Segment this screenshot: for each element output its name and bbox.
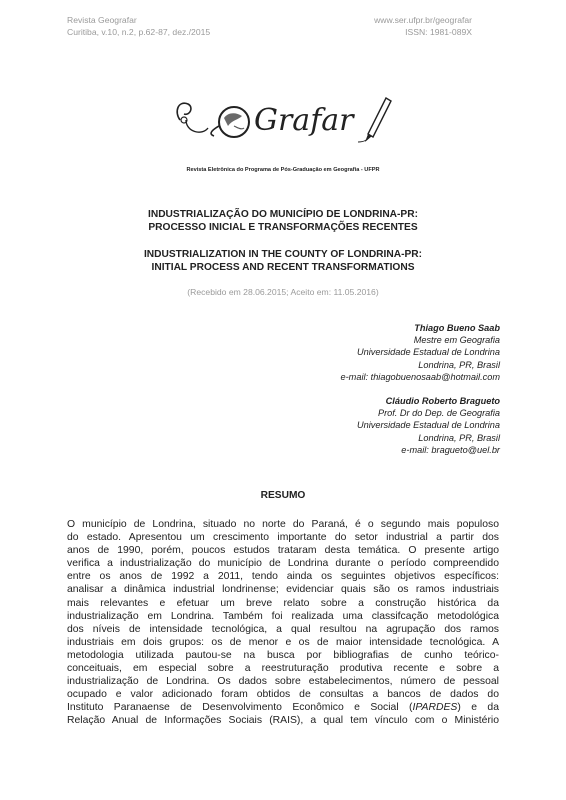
abstract-line: industrialização de Londrina. Os dados sobre estabelecimentos, número de pessoal xyxy=(67,676,499,688)
abstract-line: entre os anos de 1992 a 2011, tendo ainda os seguintes objetivos específicos: xyxy=(67,571,499,583)
abstract-heading: RESUMO xyxy=(260,490,306,501)
logo-caption: Revista Eletrônica do Programa de Pós-Graduação em Geografia - UFPR xyxy=(186,167,380,173)
received-accepted-dates: (Recebido em 28.06.2015; Aceito em: 11.05.2016) xyxy=(187,287,379,297)
author-email[interactable]: e-mail: bragueto@uel.br xyxy=(401,444,500,455)
author-block xyxy=(341,322,500,383)
abstract-line: mais relevantes e efetuar um breve relato sobre a construção histórica da xyxy=(67,597,499,609)
running-header-left xyxy=(67,15,210,38)
title-en-line-2: INITIAL PROCESS AND RECENT TRANSFORMATIONS xyxy=(151,262,415,273)
article-title-english xyxy=(40,248,526,274)
author-title: Mestre em Geografia xyxy=(413,335,500,346)
author-name: Thiago Bueno Saab xyxy=(414,323,500,333)
author-location: Londrina, PR, Brasil xyxy=(418,359,500,370)
abstract-line: dos níveis de intensidade tecnológica, a qual resultou na agrupação dos ramos xyxy=(67,623,499,635)
article-title-portuguese xyxy=(40,208,526,234)
journal-url[interactable]: www.ser.ufpr.br/geografar xyxy=(374,15,472,25)
abstract-line: do estado. Apresentou um crescimento importante do setor industrial a partir dos xyxy=(67,532,499,544)
running-header-right xyxy=(368,15,472,38)
acronym-ipardes: IPARDES xyxy=(412,702,458,714)
abstract-line: verifica a industrialização do município de Londrina durante o período compreendido xyxy=(67,558,499,570)
title-pt-line-1: INDUSTRIALIZAÇÃO DO MUNICÍPIO DE LONDRINA-PR: xyxy=(148,209,418,220)
abstract-line: anos de 1990, porém, poucos estudos trataram desta temática. O presente artigo xyxy=(67,545,499,557)
author-email[interactable]: e-mail: thiagobuenosaab@hotmail.com xyxy=(340,371,500,382)
geografar-logo xyxy=(172,90,394,146)
title-en-line-1: INDUSTRIALIZATION IN THE COUNTY OF LONDRINA-PR: xyxy=(143,249,423,260)
journal-name: Revista Geografar xyxy=(67,15,137,25)
author-institution: Universidade Estadual de Londrina xyxy=(356,347,500,358)
author-block xyxy=(357,395,500,456)
abstract-line: ocupado e valor adicionado foram obtidos de consultas a bancos de dados do xyxy=(67,689,499,701)
abstract-line: industriais em dois grupos: os de menor e os de maior intensidade tecnológica. A xyxy=(67,636,499,648)
abstract-line: Relação Anual de Informações Sociais (RAIS), a qual tem vínculo com o Ministério xyxy=(67,715,499,727)
author-title: Prof. Dr do Dep. de Geografia xyxy=(377,408,500,419)
abstract-line: analisar a dinâmica industrial londrinense; evidenciar quais são os ramos industriais xyxy=(67,584,499,596)
abstract-line: O município de Londrina, situado no norte do Paraná, é o segundo mais populoso xyxy=(67,519,499,530)
author-institution: Universidade Estadual de Londrina xyxy=(356,420,500,431)
journal-issn: ISSN: 1981-089X xyxy=(405,26,472,37)
abstract-line: industrialização em Londrina. Também foi realizada uma classifcação metodológica xyxy=(67,610,499,622)
author-location: Londrina, PR, Brasil xyxy=(418,432,500,443)
abstract-line: Instituto Paranaense de Desenvolvimento Econômico e Social (IPARDES) e da xyxy=(67,702,499,714)
title-pt-line-2: PROCESSO INICIAL E TRANSFORMAÇÕES RECENTES xyxy=(148,222,418,233)
journal-citation: Curitiba, v.10, n.2, p.62-87, dez./2015 xyxy=(67,26,211,37)
author-name: Cláudio Roberto Bragueto xyxy=(385,396,500,406)
svg-text:Grafar: Grafar xyxy=(254,103,354,138)
abstract-line: metodologia utilizada pautou-se na busca por bibliografias de cunho teórico- xyxy=(67,649,499,661)
abstract-line: conceituais, em especial sobre a reestruturação produtiva recente e sobre a xyxy=(67,663,499,675)
abstract-body xyxy=(67,518,499,728)
